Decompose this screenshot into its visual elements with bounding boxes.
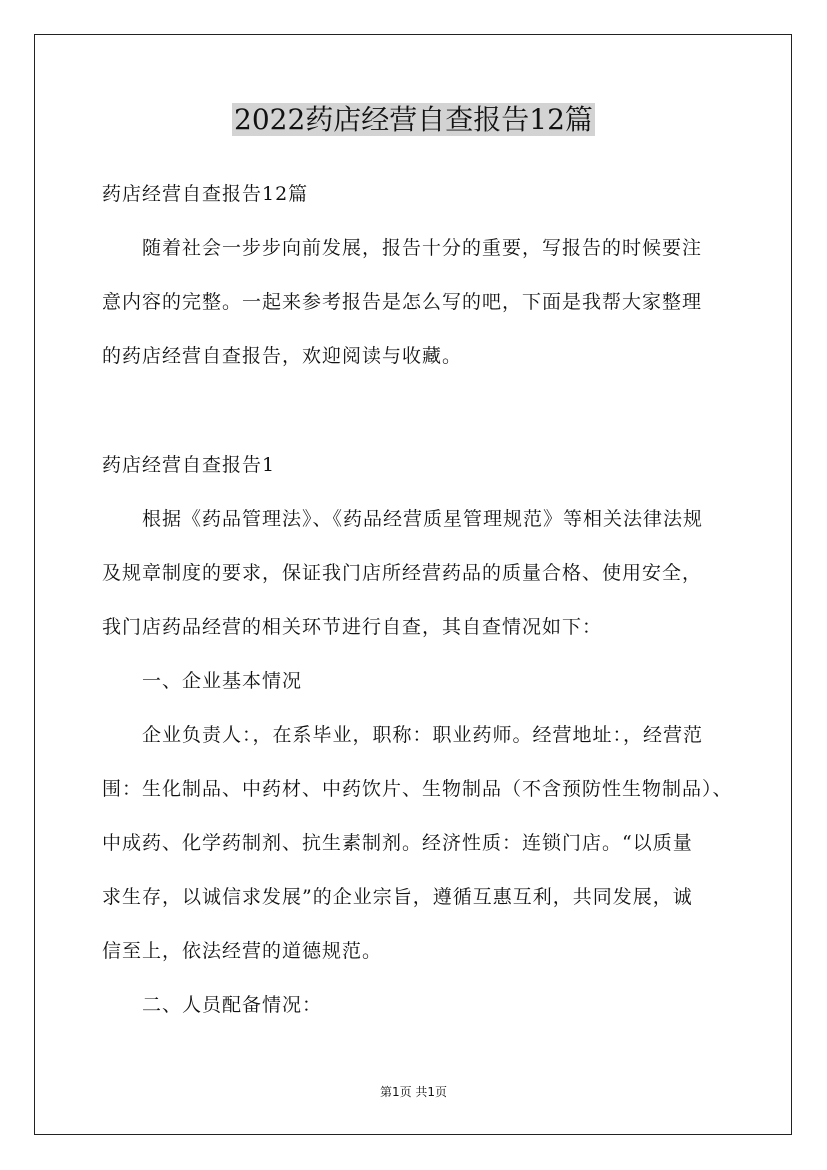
document-title bbox=[0, 100, 827, 140]
intro-line-2: 意内容的完整。一起来参考报告是怎么写的吧，下面是我帮大家整理 bbox=[102, 291, 703, 313]
body-line-7: 中成药、化学药制剂、抗生素制剂。经济性质：连锁门店。“以质量 bbox=[102, 832, 693, 854]
section-heading: 药店经营自查报告1 bbox=[102, 454, 276, 476]
body-line-4-heading: 一、企业基本情况 bbox=[142, 670, 303, 692]
body-line-5: 企业负责人：，在系毕业，职称：职业药师。经营地址：，经营范 bbox=[142, 724, 704, 746]
page-number-footer: 第1页 共1页 bbox=[379, 1085, 448, 1099]
subtitle: 药店经营自查报告12篇 bbox=[102, 183, 309, 205]
body-line-2: 及规章制度的要求，保证我门店所经营药品的质量合格、使用安全， bbox=[102, 562, 703, 584]
body-line-6: 围：生化制品、中药材、中药饮片、生物制品（不含预防性生物制品）、 bbox=[102, 778, 733, 800]
body-line-8: 求生存，以诚信求发展”的企业宗旨，遵循互惠互利，共同发展，诚 bbox=[102, 886, 693, 908]
intro-line-1: 随着社会一步步向前发展，报告十分的重要，写报告的时候要注 bbox=[142, 237, 703, 259]
body-line-3: 我门店药品经营的相关环节进行自查，其自查情况如下： bbox=[102, 616, 603, 638]
body-line-9: 信至上，依法经营的道德规范。 bbox=[102, 940, 383, 962]
document-title-text: 2022药店经营自查报告12篇 bbox=[234, 103, 593, 136]
intro-line-3: 的药店经营自查报告，欢迎阅读与收藏。 bbox=[102, 345, 463, 367]
body-line-10-heading: 二、人员配备情况： bbox=[142, 994, 323, 1016]
body-line-1: 根据《药品管理法》、《药品经营质星管理规范》等相关法律法规 bbox=[142, 508, 704, 530]
